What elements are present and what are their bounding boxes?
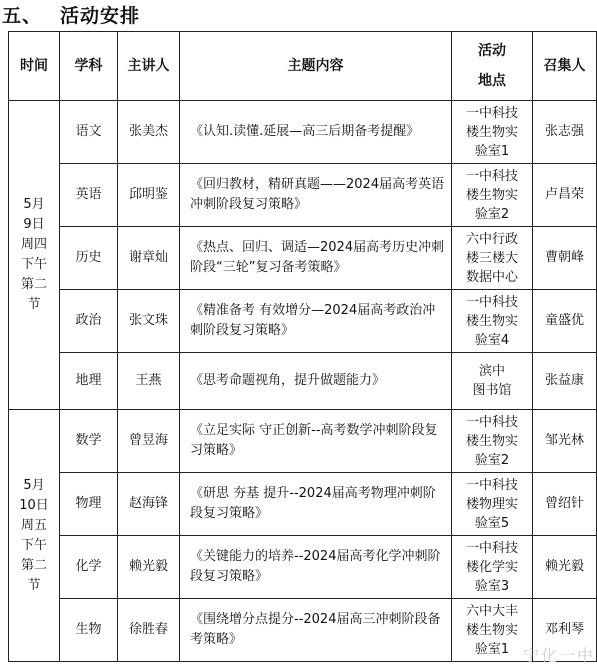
time-line: 节 [27,297,41,312]
venue-line: 楼生物实 [465,124,518,140]
subject-cell: 化学 [60,536,118,599]
venue-line: 楼生物实 [465,622,518,638]
subject-cell: 英语 [60,164,118,227]
time-line: 第二 [20,277,47,292]
convener-cell: 张益康 [533,353,597,410]
venue-cell [452,536,533,599]
convener-cell: 邹光林 [533,410,597,473]
speaker-cell: 邱明鉴 [118,164,180,227]
subject-cell: 物理 [60,473,118,536]
speaker-cell: 张文珠 [118,290,180,353]
header-row [9,32,597,101]
venue-cell [452,227,533,290]
venue-line: 楼生物实 [465,433,518,449]
venue-line: 楼三楼大 [465,250,518,266]
venue-line: 验室4 [474,332,510,348]
venue-line: 滨中 [478,364,505,379]
speaker-cell: 赖光毅 [118,536,180,599]
venue-line: 六中行政 [465,231,518,247]
subject-cell: 政治 [60,290,118,353]
time-line: 9日 [23,217,45,232]
time-line: 节 [27,577,41,593]
header-venue-line: 活动 [478,43,506,59]
table-row [9,353,597,410]
table-row [9,473,597,536]
header-venue [452,32,533,101]
venue-cell [452,290,533,353]
time-line: 周五 [20,517,47,533]
venue-line: 一中科技 [465,105,518,121]
venue-line: 验室1 [474,641,510,657]
convener-cell: 邓利琴 [533,599,597,662]
venue-line: 楼化学实 [465,559,518,575]
venue-cell [452,473,533,536]
speaker-cell: 张美杰 [118,101,180,164]
table-row [9,410,597,473]
topic-cell: 《思考命题视角，提升做题能力》 [180,353,452,410]
convener-cell: 赖光毅 [533,536,597,599]
header-topic: 主题内容 [180,32,452,101]
venue-line: 验室2 [474,206,510,222]
time-line: 10日 [19,497,49,513]
venue-line: 验室1 [474,143,510,159]
venue-line: 数据中心 [465,269,518,285]
time-line: 周四 [20,237,47,252]
section-title: 活动安排 [60,5,141,27]
section-heading [2,3,140,29]
schedule-table [8,31,597,662]
venue-cell [452,101,533,164]
venue-line: 验室3 [474,578,510,594]
subject-cell: 数学 [60,410,118,473]
venue-line: 一中科技 [465,414,518,430]
speaker-cell: 曾昱海 [118,410,180,473]
venue-cell [452,353,533,410]
topic-cell: 《关键能力的培养--2024届高考化学冲刺阶段复习策略》 [180,536,452,599]
convener-cell: 曹朝峰 [533,227,597,290]
header-time: 时间 [9,32,60,101]
venue-line: 验室5 [474,515,510,531]
convener-cell: 卢昌荣 [533,164,597,227]
time-cell [9,410,60,662]
time-line: 下午 [20,537,47,553]
speaker-cell: 王燕 [118,353,180,410]
header-subject: 学科 [60,32,118,101]
venue-line: 一中科技 [465,477,518,493]
speaker-cell: 徐胜春 [118,599,180,662]
venue-line: 验室2 [474,452,510,468]
time-line: 5月 [23,477,45,493]
table-row [9,290,597,353]
table-row [9,227,597,290]
venue-cell [452,410,533,473]
venue-line: 一中科技 [465,168,518,184]
topic-cell: 《立足实际 守正创新--高考数学冲刺阶段复习策略》 [180,410,452,473]
topic-cell: 《研思 夯基 提升--2024届高考物理冲刺阶段复习策略》 [180,473,452,536]
venue-cell [452,164,533,227]
watermark: 宁化一中 [522,646,595,665]
table-row [9,599,597,662]
topic-cell: 《热点、回归、调适—2024届高考历史冲刺阶段“三轮”复习备考策略》 [180,227,452,290]
subject-cell: 生物 [60,599,118,662]
convener-cell: 曾绍针 [533,473,597,536]
topic-cell: 《围绕增分点提分--2024届高三冲刺阶段备考策略》 [180,599,452,662]
topic-cell: 《回归教材，精研真题——2024届高考英语冲刺阶段复习策略》 [180,164,452,227]
header-speaker: 主讲人 [118,32,180,101]
venue-line: 楼生物实 [465,313,518,329]
topic-cell: 《认知.读懂.延展—高三后期备考提醒》 [180,101,452,164]
venue-cell [452,599,533,662]
table-row [9,164,597,227]
convener-cell: 张志强 [533,101,597,164]
table-row [9,536,597,599]
header-venue-line: 地点 [478,73,506,89]
subject-cell: 语文 [60,101,118,164]
venue-line: 楼物理实 [465,496,518,512]
table-row [9,101,597,164]
subject-cell: 地理 [60,353,118,410]
convener-cell: 童盛优 [533,290,597,353]
time-line: 下午 [20,257,47,272]
venue-line: 楼生物实 [465,187,518,203]
time-line: 5月 [23,197,45,212]
venue-line: 图书馆 [472,383,512,398]
header-convener: 召集人 [533,32,597,101]
venue-line: 一中科技 [465,540,518,556]
subject-cell: 历史 [60,227,118,290]
time-cell [9,101,60,410]
venue-line: 六中大丰 [465,603,518,619]
speaker-cell: 谢章灿 [118,227,180,290]
speaker-cell: 赵海锋 [118,473,180,536]
time-line: 第二 [20,557,47,573]
section-number: 五、 [2,5,43,27]
topic-cell: 《精准备考 有效增分—2024届高考政治冲刺阶段复习策略》 [180,290,452,353]
venue-line: 一中科技 [465,294,518,310]
